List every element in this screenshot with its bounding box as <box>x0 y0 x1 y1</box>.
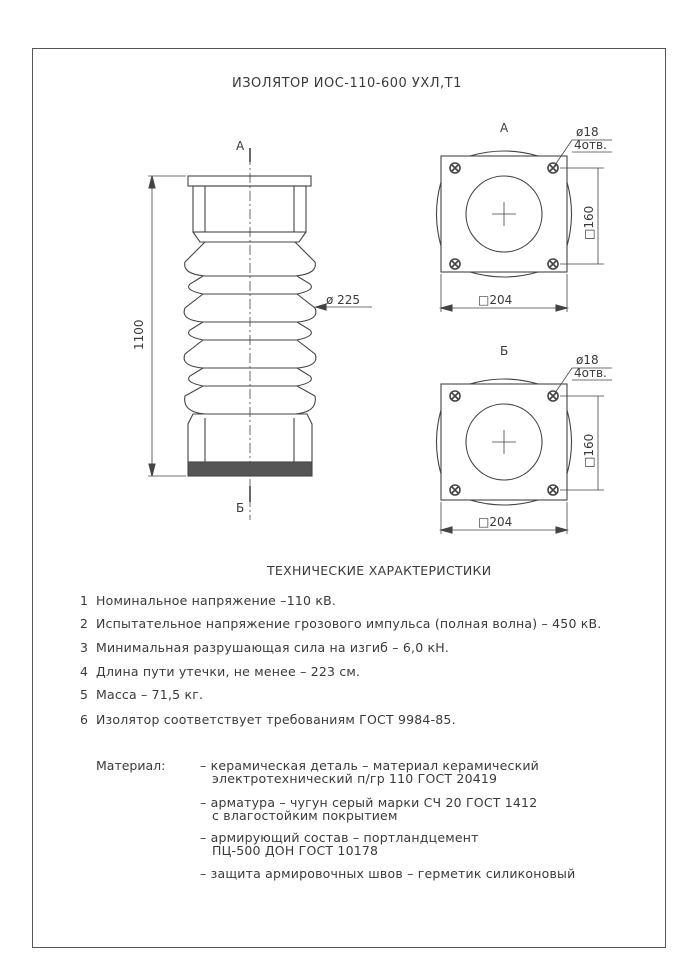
flange-b-hole-diameter: ø18 <box>576 353 599 367</box>
height-dimension: 1100 <box>132 319 146 350</box>
spec-item: 1 Номинальное напряжение –110 кВ. <box>80 593 337 608</box>
material-item-line: – керамическая деталь – материал керамический <box>200 758 539 773</box>
flange-a-hole-count: 4отв. <box>574 138 607 152</box>
section-mark-b: Б <box>236 501 245 515</box>
flange-b-label: Б <box>500 344 509 358</box>
tech-specs-title: ТЕХНИЧЕСКИЕ ХАРАКТЕРИСТИКИ <box>267 563 492 578</box>
material-label: Материал: <box>96 758 166 773</box>
diameter-dimension: ø 225 <box>326 293 361 307</box>
document-title: ИЗОЛЯТОР ИОС-110-600 УХЛ,Т1 <box>232 76 462 91</box>
flange-a-width: □204 <box>478 293 513 307</box>
material-item-line: – армирующий состав – портландцемент <box>200 830 479 845</box>
flange-b-bolt-spacing: □160 <box>582 433 596 468</box>
flange-a-hole-diameter: ø18 <box>576 125 599 139</box>
flange-a-bolt-spacing: □160 <box>582 205 596 240</box>
flange-b-width: □204 <box>478 515 513 529</box>
spec-item: 6 Изолятор соответствует требованиям ГОСТ 9984-85. <box>80 712 456 727</box>
material-item-line: с влагостойким покрытием <box>212 808 398 823</box>
spec-item: 3 Минимальная разрушающая сила на изгиб – 6,0 кН. <box>80 640 450 655</box>
flange-b-hole-count: 4отв. <box>574 366 607 380</box>
material-item-line: ПЦ-500 ДОН ГОСТ 10178 <box>212 843 379 858</box>
spec-item: 2 Испытательное напряжение грозового импульса (полная волна) – 450 кВ. <box>80 616 602 631</box>
material-item-line: – защита армировочных швов – герметик силиконовый <box>200 866 576 881</box>
material-item-line: – арматура – чугун серый марки СЧ 20 ГОСТ 1412 <box>200 795 538 810</box>
material-item-line: электротехнический п/гр 110 ГОСТ 20419 <box>212 771 498 786</box>
section-mark-a: А <box>236 139 245 153</box>
flange-a-label: А <box>500 121 509 135</box>
spec-item: 4 Длина пути утечки, не менее – 223 см. <box>80 664 361 679</box>
insulator-side-view <box>148 148 372 520</box>
spec-item: 5 Масса – 71,5 кг. <box>80 687 204 702</box>
